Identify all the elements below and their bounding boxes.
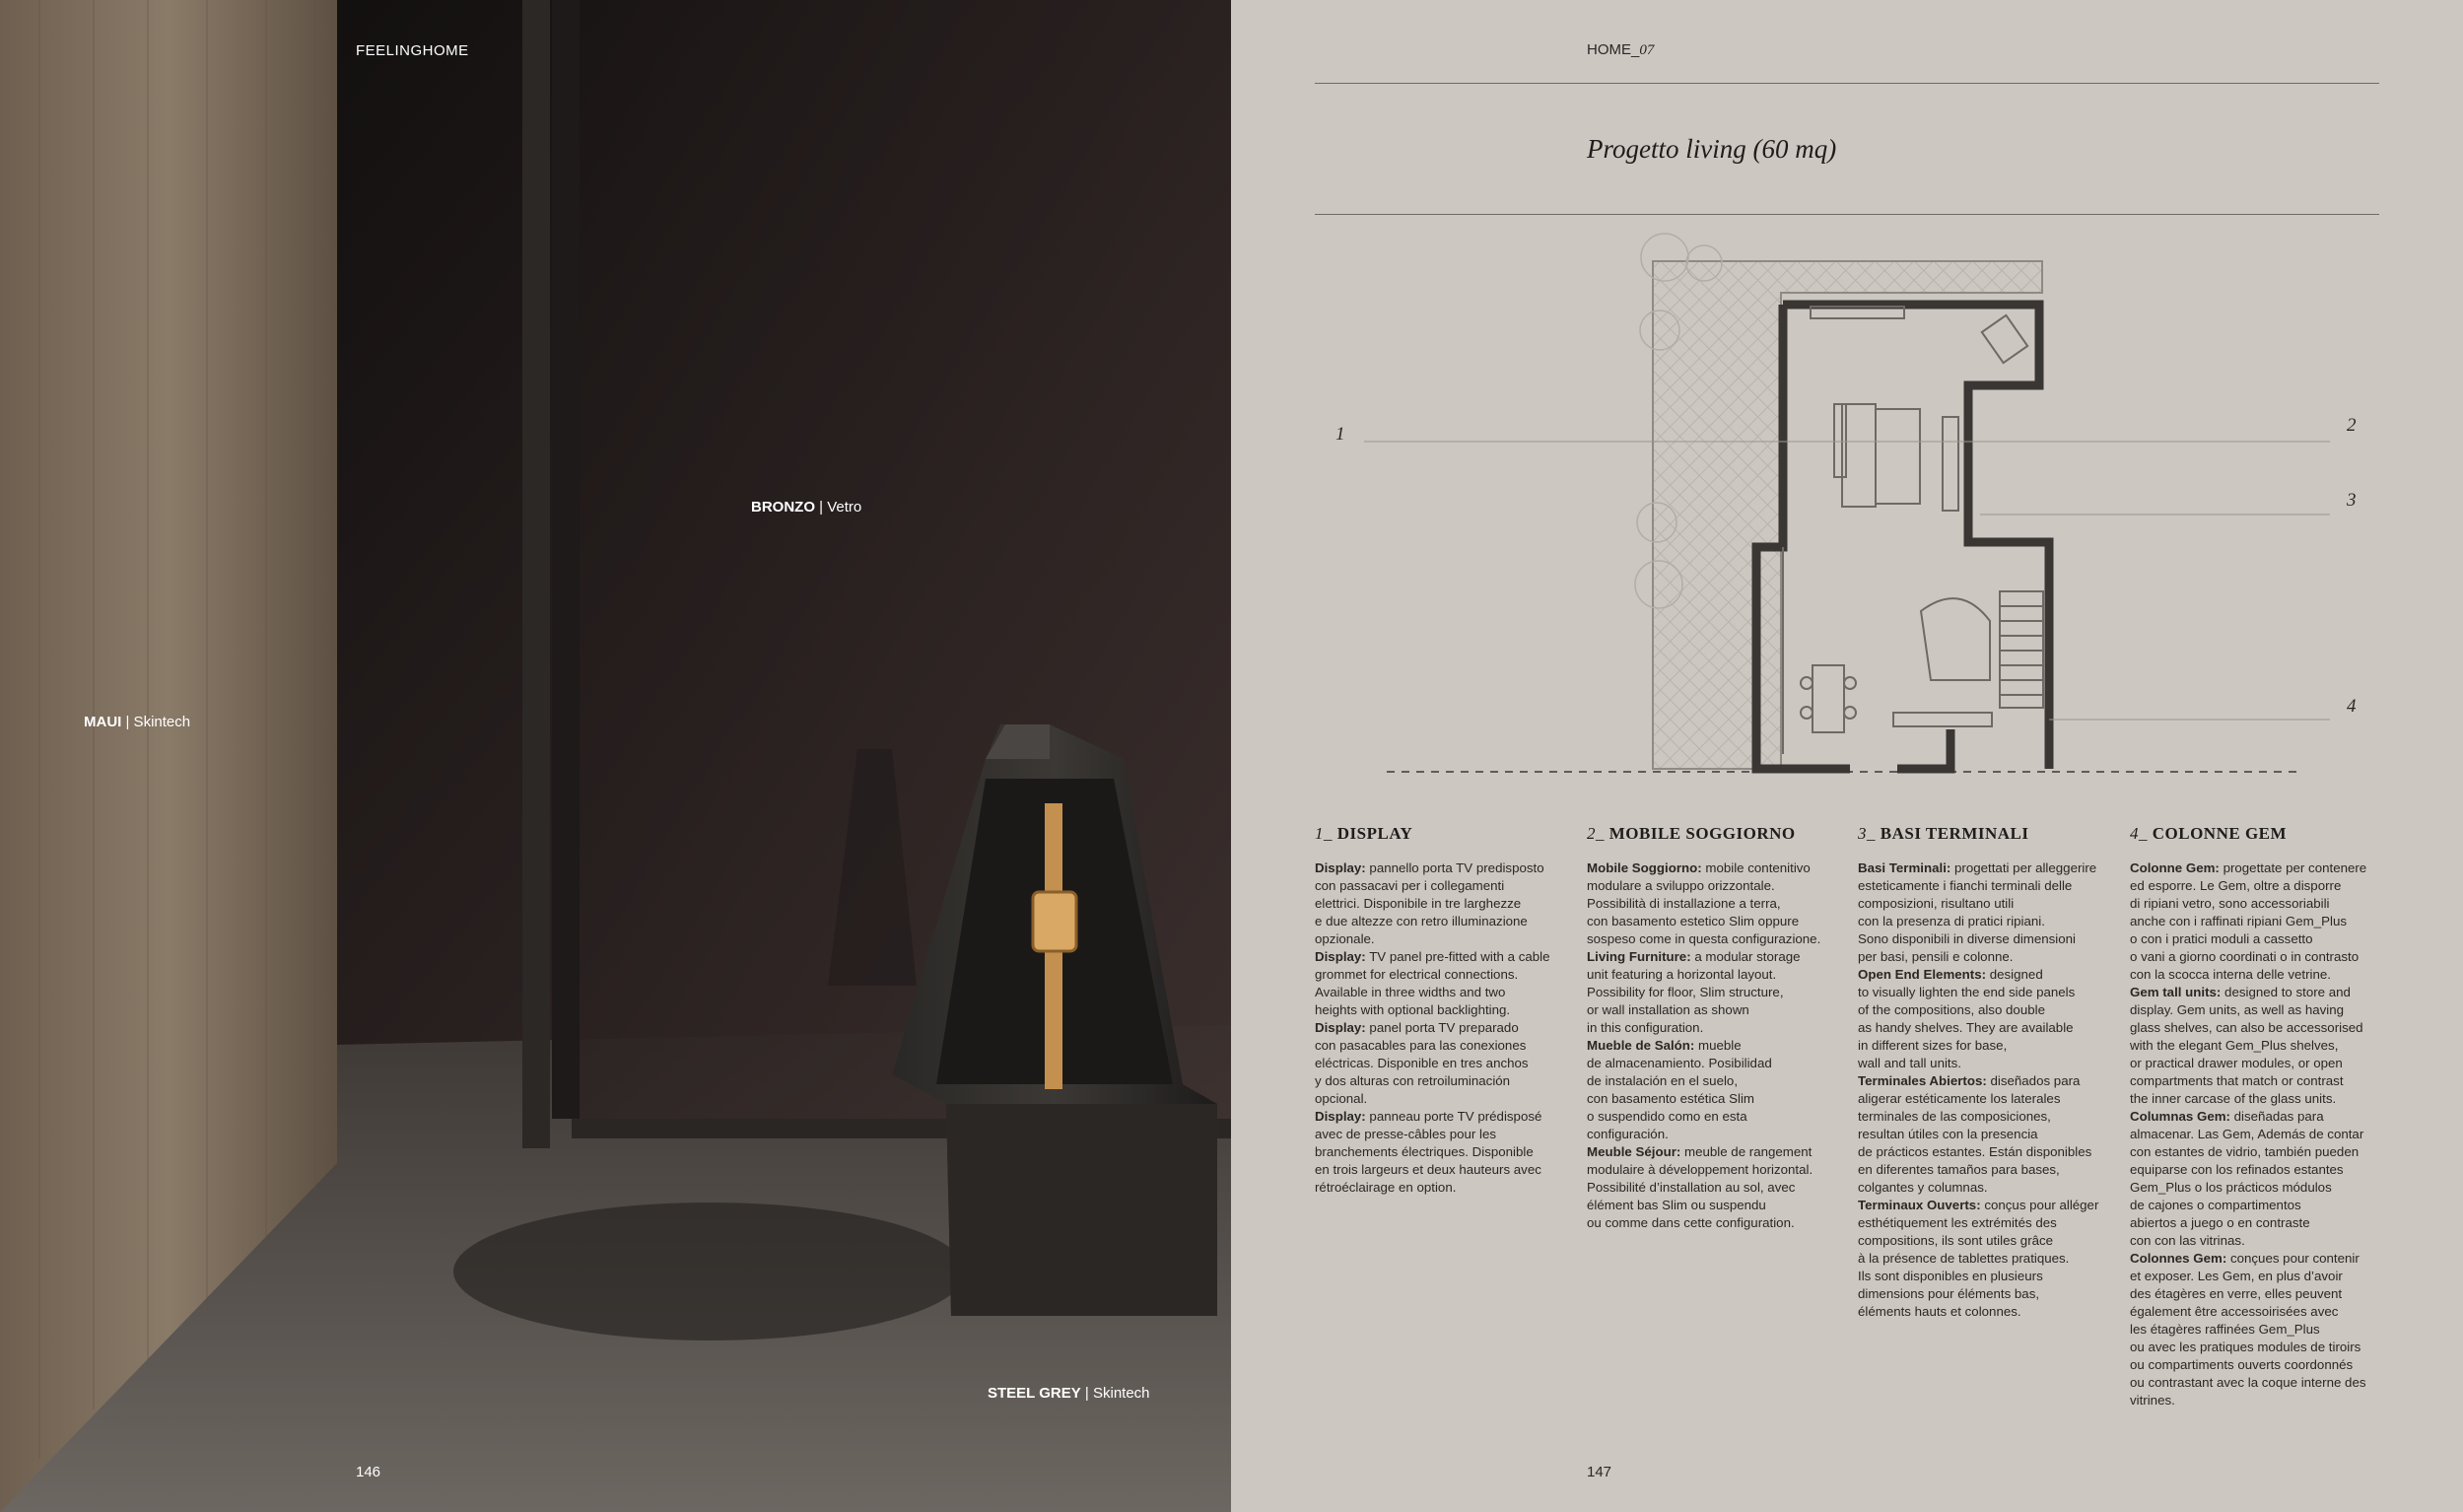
text-content: con basamento estética Slim <box>1587 1091 1754 1106</box>
text-line <box>1858 1268 2116 1285</box>
text-line <box>1315 966 1573 984</box>
term-label: Terminaux Ouverts: <box>1858 1198 1981 1212</box>
text-content: modulare a sviluppo orizzontale. <box>1587 878 1775 893</box>
page-title: Progetto living (60 mq) <box>1587 134 1837 164</box>
text-line <box>1858 1037 2116 1055</box>
text-line <box>1315 1090 1573 1108</box>
text-line <box>1858 1250 2116 1268</box>
text-content: con pasacables para las conexiones <box>1315 1038 1527 1053</box>
term-label: Colonne Gem: <box>2130 860 2220 875</box>
text-line <box>1587 1072 1845 1090</box>
text-content: aligerar estéticamente los laterales <box>1858 1091 2061 1106</box>
text-line <box>2130 1090 2388 1108</box>
text-content: mueble <box>1694 1038 1742 1053</box>
text-content: or practical drawer modules, or open <box>2130 1056 2343 1070</box>
text-content: de almacenamiento. Posibilidad <box>1587 1056 1772 1070</box>
column-basi-terminali <box>1858 824 2116 1321</box>
text-content: Possibilità di installazione a terra, <box>1587 896 1781 911</box>
text-content: de cajones o compartimentos <box>2130 1198 2301 1212</box>
text-content: con basamento estetico Slim oppure <box>1587 914 1800 928</box>
text-line <box>1315 859 1573 877</box>
text-line <box>1858 1285 2116 1303</box>
column-colonne-gem <box>2130 824 2388 1409</box>
text-content: composizioni, risultano utili <box>1858 896 2015 911</box>
text-line <box>2130 1339 2388 1356</box>
text-content: terminales de las composiciones, <box>1858 1109 2051 1124</box>
column-heading <box>2130 824 2388 844</box>
text-content: o vani a giorno coordinati o in contrasto <box>2130 949 2360 964</box>
text-line <box>1858 1161 2116 1179</box>
text-line <box>1858 930 2116 948</box>
text-content: heights with optional backlighting. <box>1315 1002 1511 1017</box>
term-label: Mobile Soggiorno: <box>1587 860 1702 875</box>
text-line <box>2130 1037 2388 1055</box>
text-line <box>1858 1126 2116 1143</box>
text-content: opcional. <box>1315 1091 1368 1106</box>
text-content: con la presenza di pratici ripiani. <box>1858 914 2045 928</box>
text-line <box>2130 1268 2388 1285</box>
text-content: o suspendido como en esta <box>1587 1109 1747 1124</box>
text-line <box>1587 859 1845 877</box>
text-content: à la présence de tablettes pratiques. <box>1858 1251 2070 1266</box>
text-line <box>2130 1019 2388 1037</box>
text-line <box>1315 1072 1573 1090</box>
text-line <box>1315 913 1573 930</box>
title-rule <box>1315 214 2379 215</box>
text-line <box>2130 966 2388 984</box>
text-line <box>1858 877 2116 895</box>
text-content: conçues pour contenir <box>2226 1251 2360 1266</box>
section-header-prefix: HOME_ <box>1587 41 1640 58</box>
text-content: modulaire à développement horizontal. <box>1587 1162 1813 1177</box>
text-line <box>2130 895 2388 913</box>
left-page-photo <box>0 0 1231 1512</box>
term-label: Meuble Séjour: <box>1587 1144 1681 1159</box>
text-line <box>1858 1197 2116 1214</box>
text-content: pannello porta TV predisposto <box>1365 860 1544 875</box>
text-content: unit featuring a horizontal layout. <box>1587 967 1777 982</box>
text-content: ou contrastant avec la coque interne des <box>2130 1375 2366 1390</box>
text-content: con con las vitrinas. <box>2130 1233 2245 1248</box>
column-number: 2_ <box>1587 824 1605 843</box>
text-line <box>1587 930 1845 948</box>
text-line <box>1587 1143 1845 1161</box>
text-line <box>1858 1055 2116 1072</box>
text-content: with the elegant Gem_Plus shelves, <box>2130 1038 2339 1053</box>
text-content: as handy shelves. They are available <box>1858 1020 2074 1035</box>
term-label: Terminales Abiertos: <box>1858 1073 1987 1088</box>
column-title: DISPLAY <box>1336 824 1413 843</box>
text-line <box>1315 1126 1573 1143</box>
text-content: mobile contenitivo <box>1701 860 1811 875</box>
text-content: almacenar. Las Gem, Además de contar <box>2130 1127 2364 1141</box>
text-content: progettati per alleggerire <box>1950 860 2097 875</box>
text-content: en trois largeurs et deux hauteurs avec <box>1315 1162 1541 1177</box>
text-content: ed esporre. Le Gem, oltre a disporre <box>2130 878 2342 893</box>
text-line <box>1587 1055 1845 1072</box>
text-line <box>1315 1001 1573 1019</box>
text-line <box>1587 1197 1845 1214</box>
text-content: les étagères raffinées Gem_Plus <box>2130 1322 2320 1337</box>
term-label: Colonnes Gem: <box>2130 1251 2227 1266</box>
text-line <box>2130 1303 2388 1321</box>
text-content: progettate per contenere <box>2219 860 2367 875</box>
text-line <box>1858 859 2116 877</box>
text-content: di ripiani vetro, sono accessoriabili <box>2130 896 2330 911</box>
term-label: Display: <box>1315 860 1366 875</box>
material-name: STEEL GREY <box>988 1385 1081 1402</box>
text-line <box>1315 930 1573 948</box>
interior-photo <box>0 0 1231 1512</box>
floor-plan <box>1231 222 2463 793</box>
column-number: 4_ <box>2130 824 2148 843</box>
text-line <box>1587 1214 1845 1232</box>
column-body <box>1858 859 2116 1321</box>
text-line <box>2130 1001 2388 1019</box>
text-content: éléments hauts et colonnes. <box>1858 1304 2021 1319</box>
text-content: Sono disponibili in diverse dimensioni <box>1858 931 2077 946</box>
material-type: | Skintech <box>1080 1385 1150 1402</box>
text-line <box>2130 1143 2388 1161</box>
column-body <box>2130 859 2388 1409</box>
text-line <box>1587 877 1845 895</box>
text-line <box>2130 1072 2388 1090</box>
text-line <box>2130 1161 2388 1179</box>
text-content: meuble de rangement <box>1680 1144 1813 1159</box>
text-line <box>1858 1214 2116 1232</box>
right-page <box>1231 0 2463 1512</box>
term-label: Open End Elements: <box>1858 967 1987 982</box>
text-line <box>1587 1001 1845 1019</box>
text-content: Available in three widths and two <box>1315 985 1506 999</box>
text-line <box>1587 1090 1845 1108</box>
text-line <box>2130 930 2388 948</box>
text-content: esteticamente i fianchi terminali delle <box>1858 878 2073 893</box>
text-content: diseñados para <box>1986 1073 2081 1088</box>
text-content: y dos alturas con retroiluminación <box>1315 1073 1511 1088</box>
text-line <box>2130 948 2388 966</box>
column-number: 3_ <box>1858 824 1876 843</box>
text-line <box>2130 1285 2388 1303</box>
term-label: Living Furniture: <box>1587 949 1691 964</box>
text-line <box>2130 984 2388 1001</box>
text-content: con la scocca interna delle vetrine. <box>2130 967 2331 982</box>
text-content: per basi, pensili e colonne. <box>1858 949 2014 964</box>
text-line <box>2130 913 2388 930</box>
column-title: BASI TERMINALI <box>1880 824 2029 843</box>
text-line <box>1858 895 2116 913</box>
text-line <box>1587 948 1845 966</box>
text-line <box>2130 1356 2388 1374</box>
text-content: anche con i raffinati ripiani Gem_Plus <box>2130 914 2348 928</box>
text-line <box>1315 984 1573 1001</box>
text-content: wall and tall units. <box>1858 1056 1961 1070</box>
text-content: o con i pratici moduli a cassetto <box>2130 931 2313 946</box>
term-label: Display: <box>1315 1109 1366 1124</box>
text-line <box>1858 984 2116 1001</box>
text-content: equiparse con los refinados estantes <box>2130 1162 2344 1177</box>
material-type: | Vetro <box>815 499 862 515</box>
text-content: compartments that match or contrast <box>2130 1073 2344 1088</box>
text-line <box>1858 1108 2116 1126</box>
text-content: compositions, ils sont utiles grâce <box>1858 1233 2054 1248</box>
text-line <box>2130 1232 2388 1250</box>
text-line <box>1315 948 1573 966</box>
text-content: the inner carcase of the glass units. <box>2130 1091 2337 1106</box>
text-line <box>2130 1126 2388 1143</box>
text-content: conçus pour alléger <box>1980 1198 2099 1212</box>
text-line <box>1858 1072 2116 1090</box>
text-line <box>1587 1108 1845 1126</box>
text-content: élément bas Slim ou suspendu <box>1587 1198 1766 1212</box>
text-content: designed to store and <box>2221 985 2351 999</box>
text-content: Ils sont disponibles en plusieurs <box>1858 1269 2043 1283</box>
text-content: eléctricas. Disponible en tres anchos <box>1315 1056 1529 1070</box>
text-content: or wall installation as shown <box>1587 1002 1749 1017</box>
column-heading <box>1587 824 1845 844</box>
text-content: elettrici. Disponibile in tre larghezze <box>1315 896 1522 911</box>
text-content: ou avec les pratiques modules de tiroirs <box>2130 1340 2361 1354</box>
text-content: rétroéclairage en option. <box>1315 1180 1457 1195</box>
plan-callout-1: 1 <box>1335 424 1345 445</box>
text-content: esthétiquement les extrémités des <box>1858 1215 2057 1230</box>
column-body <box>1587 859 1845 1232</box>
text-content: ou comme dans cette configuration. <box>1587 1215 1795 1230</box>
text-content: sospeso come in questa configurazione. <box>1587 931 1821 946</box>
text-line <box>1858 948 2116 966</box>
top-rule <box>1315 83 2379 84</box>
text-content: designed <box>1986 967 2043 982</box>
material-type: | Skintech <box>121 714 191 730</box>
text-line <box>1858 1143 2116 1161</box>
text-line <box>1587 1179 1845 1197</box>
material-label-bronzo <box>751 499 861 515</box>
text-content: resultan útiles con la presencia <box>1858 1127 2038 1141</box>
column-heading <box>1315 824 1573 844</box>
text-content: Possibility for floor, Slim structure, <box>1587 985 1784 999</box>
term-label: Mueble de Salón: <box>1587 1038 1695 1053</box>
text-line <box>1858 1232 2116 1250</box>
text-content: vitrines. <box>2130 1393 2175 1408</box>
text-content: in different sizes for base, <box>1858 1038 2008 1053</box>
text-line <box>1315 1143 1573 1161</box>
text-line <box>1858 966 2116 984</box>
plan-callout-3: 3 <box>2347 490 2357 511</box>
page-number-left: 146 <box>356 1464 381 1480</box>
text-content: configuración. <box>1587 1127 1669 1141</box>
text-content: to visually lighten the end side panels <box>1858 985 2076 999</box>
column-display <box>1315 824 1573 1197</box>
column-number: 1_ <box>1315 824 1333 843</box>
text-line <box>2130 1197 2388 1214</box>
term-label: Gem tall units: <box>2130 985 2222 999</box>
text-content: abiertos a juego o en contraste <box>2130 1215 2310 1230</box>
text-line <box>1315 895 1573 913</box>
text-line <box>1587 1161 1845 1179</box>
column-title: COLONNE GEM <box>2152 824 2288 843</box>
text-line <box>1587 1126 1845 1143</box>
text-content: of the compositions, also double <box>1858 1002 2045 1017</box>
text-line <box>1587 895 1845 913</box>
text-line <box>1858 1303 2116 1321</box>
text-line <box>2130 1214 2388 1232</box>
term-label: Display: <box>1315 1020 1366 1035</box>
text-content: des étagères en verre, elles peuvent <box>2130 1286 2343 1301</box>
text-content: branchements électriques. Disponible <box>1315 1144 1534 1159</box>
text-content: TV panel pre-fitted with a cable <box>1365 949 1550 964</box>
section-header-number: 07 <box>1639 42 1655 58</box>
term-label: Display: <box>1315 949 1366 964</box>
text-content: a modular storage <box>1690 949 1801 964</box>
text-line <box>1587 984 1845 1001</box>
text-content: grommet for electrical connections. <box>1315 967 1519 982</box>
material-label-steel-grey <box>988 1385 1150 1402</box>
text-line <box>1315 877 1573 895</box>
text-content: également être accessoirisées avec <box>2130 1304 2339 1319</box>
text-content: panel porta TV preparado <box>1365 1020 1519 1035</box>
text-line <box>1858 1001 2116 1019</box>
text-line <box>2130 859 2388 877</box>
text-line <box>1587 1019 1845 1037</box>
term-label: Basi Terminali: <box>1858 860 1951 875</box>
text-content: dimensions pour éléments bas, <box>1858 1286 2040 1301</box>
text-line <box>2130 877 2388 895</box>
magazine-header: FEELINGHOME <box>356 42 469 59</box>
text-line <box>2130 1055 2388 1072</box>
material-label-maui <box>84 714 190 730</box>
text-line <box>2130 1392 2388 1409</box>
text-content: en diferentes tamaños para bases, <box>1858 1162 2060 1177</box>
text-line <box>1858 1090 2116 1108</box>
text-line <box>1587 966 1845 984</box>
plan-callout-4: 4 <box>2347 696 2357 717</box>
text-line <box>1315 1179 1573 1197</box>
text-content: display. Gem units, as well as having <box>2130 1002 2345 1017</box>
text-content: colgantes y columnas. <box>1858 1180 1988 1195</box>
text-line <box>2130 1179 2388 1197</box>
text-line <box>2130 1374 2388 1392</box>
text-line <box>1587 913 1845 930</box>
text-content: glass shelves, can also be accessorised <box>2130 1020 2363 1035</box>
text-line <box>2130 1250 2388 1268</box>
text-content: panneau porte TV prédisposé <box>1365 1109 1542 1124</box>
text-content: con passacavi per i collegamenti <box>1315 878 1505 893</box>
text-content: de prácticos estantes. Están disponibles <box>1858 1144 2092 1159</box>
text-content: e due altezze con retro illuminazione <box>1315 914 1528 928</box>
text-content: opzionale. <box>1315 931 1375 946</box>
page-number-right: 147 <box>1587 1464 1612 1480</box>
plan-callout-2: 2 <box>2347 415 2357 436</box>
text-line <box>1858 1179 2116 1197</box>
text-line <box>1315 1037 1573 1055</box>
text-content: et exposer. Les Gem, en plus d’avoir <box>2130 1269 2343 1283</box>
text-content: Possibilité d’installation au sol, avec <box>1587 1180 1796 1195</box>
text-line <box>2130 1108 2388 1126</box>
text-line <box>1858 1019 2116 1037</box>
column-mobile-soggiorno <box>1587 824 1845 1232</box>
text-content: con estantes de vidrio, también pueden <box>2130 1144 2360 1159</box>
text-line <box>1315 1019 1573 1037</box>
text-content: ou compartiments ouverts coordonnés <box>2130 1357 2354 1372</box>
term-label: Columnas Gem: <box>2130 1109 2230 1124</box>
material-name: MAUI <box>84 714 122 730</box>
text-line <box>1587 1037 1845 1055</box>
text-line <box>1315 1108 1573 1126</box>
text-line <box>1315 1161 1573 1179</box>
text-content: avec de presse-câbles pour les <box>1315 1127 1497 1141</box>
text-content: in this configuration. <box>1587 1020 1704 1035</box>
text-line <box>2130 1321 2388 1339</box>
column-body <box>1315 859 1573 1197</box>
material-name: BRONZO <box>751 499 815 515</box>
text-line <box>1315 1055 1573 1072</box>
column-title: MOBILE SOGGIORNO <box>1608 824 1796 843</box>
text-content: Gem_Plus o los prácticos módulos <box>2130 1180 2332 1195</box>
section-header <box>1587 41 1654 59</box>
text-line <box>1858 913 2116 930</box>
text-content: diseñadas para <box>2229 1109 2324 1124</box>
text-content: de instalación en el suelo, <box>1587 1073 1739 1088</box>
column-heading <box>1858 824 2116 844</box>
